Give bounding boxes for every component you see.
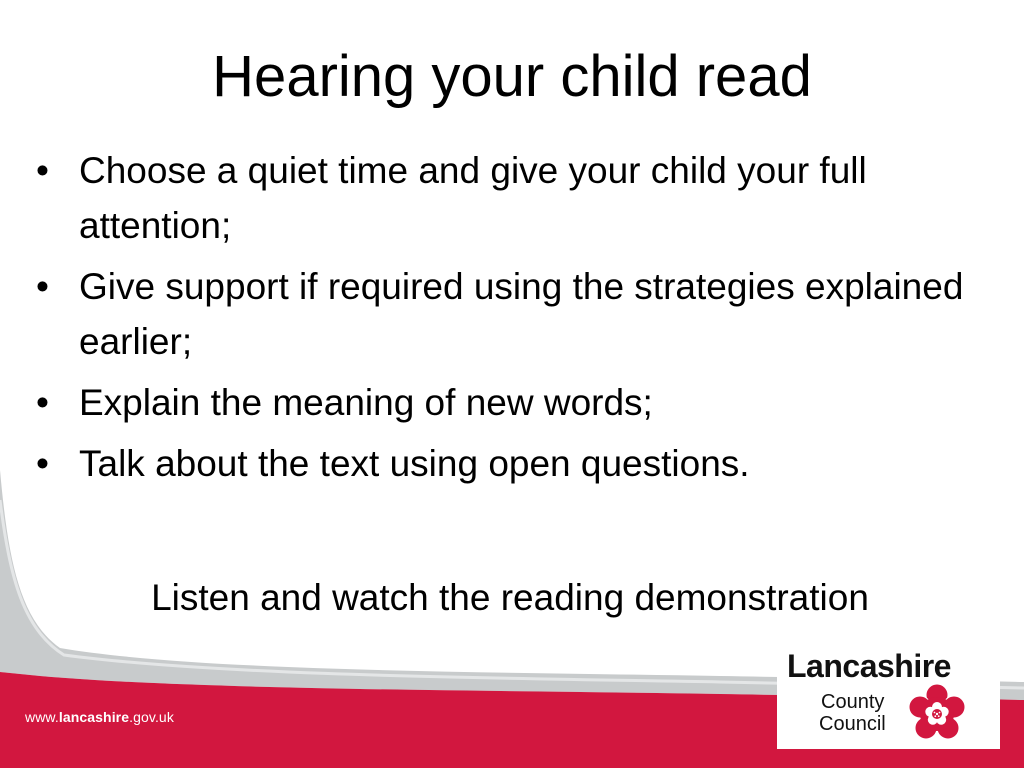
bullet-item — [36, 436, 996, 491]
bullet-text: Give support if required using the strategies explained earlier; — [79, 266, 964, 362]
bullet-text: Choose a quiet time and give your child your full attention; — [79, 150, 867, 246]
bullet-text: Explain the meaning of new words; — [79, 382, 653, 423]
bullet-item — [36, 259, 996, 369]
slide-title: Hearing your child read — [212, 44, 812, 109]
closing-line: Listen and watch the reading demonstration — [151, 577, 869, 618]
bullet-list — [36, 143, 996, 497]
bullet-text: Talk about the text using open questions. — [79, 443, 750, 484]
bullet-item — [36, 375, 996, 430]
council-logo — [777, 641, 1000, 749]
bullet-marker: • — [36, 382, 49, 423]
logo-wordmark: Lancashire — [787, 648, 951, 684]
logo-council-text: Council — [819, 713, 886, 735]
bullet-marker: • — [36, 150, 49, 191]
red-rose-icon — [907, 683, 967, 743]
footer-url-suffix: .gov.uk — [129, 709, 174, 725]
bullet-marker: • — [36, 266, 49, 307]
logo-county-text: County — [821, 691, 885, 713]
footer-url[interactable] — [25, 708, 174, 726]
bullet-marker: • — [36, 443, 49, 484]
footer-url-domain: lancashire — [58, 709, 130, 725]
footer-url-prefix: www. — [25, 709, 59, 725]
bullet-item — [36, 143, 996, 253]
